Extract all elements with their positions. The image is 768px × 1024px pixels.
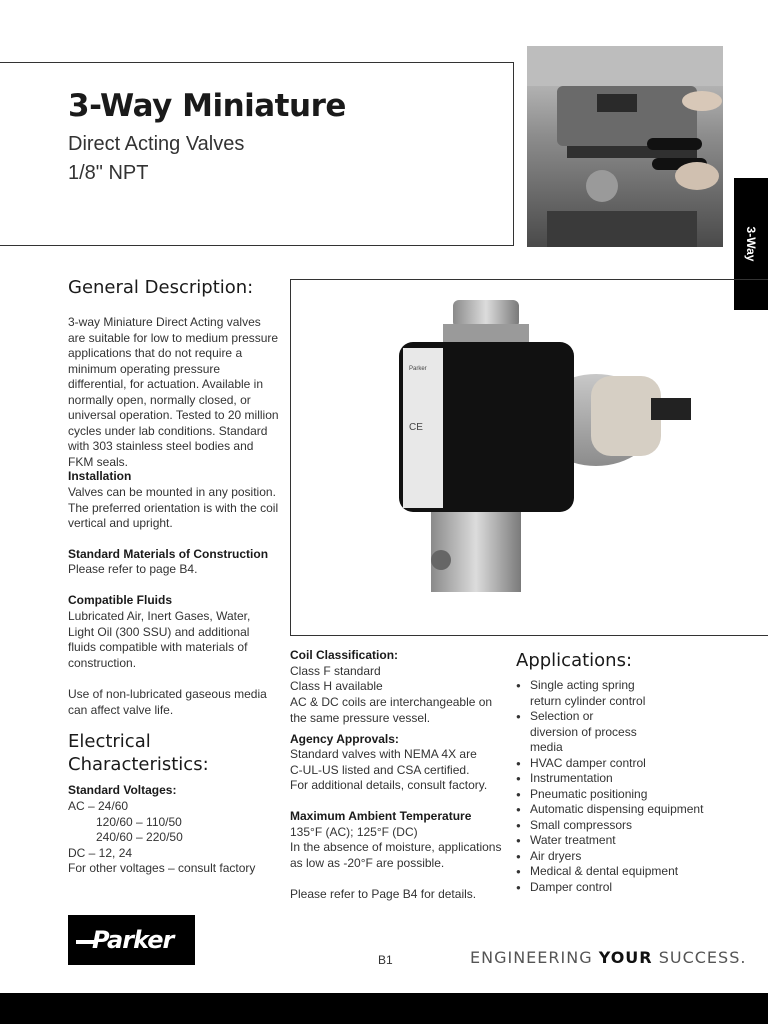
- solenoid-valve-image: [291, 280, 768, 636]
- voltage-line: AC – 24/60: [68, 799, 129, 813]
- tagline: [470, 948, 746, 967]
- ambient-temps: 135°F (AC); 125°F (DC): [290, 825, 418, 839]
- list-item: ● HVAC damper control: [516, 756, 716, 772]
- electrical-heading-line1: Electrical: [68, 731, 151, 752]
- materials-heading: Standard Materials of Construction: [68, 547, 269, 561]
- list-item: ● Pneumatic positioning: [516, 787, 716, 803]
- coil-heading: Coil Classification:: [290, 648, 399, 662]
- voltages-heading: Standard Voltages:: [68, 783, 177, 797]
- applications-list: [516, 678, 716, 895]
- svg-text:CE: CE: [409, 422, 423, 433]
- side-tab-label: 3-Way: [744, 226, 758, 262]
- list-item: ● Automatic dispensing equipment: [516, 802, 716, 818]
- electrical-heading-line2: Characteristics:: [68, 754, 209, 775]
- general-description-paragraph: 3-way Miniature Direct Acting valves are suitable for low to medium pressure applications that do not require a minimum operating pressure differential, for actuation. Available in normally open, normally closed, or universal operation. Tested to 20 million cycles under lab conditions. Standard with 303 stainless steel bodies and FKM seals.: [68, 315, 279, 469]
- espresso-machine-photo: [527, 46, 723, 247]
- list-item: ● Damper control: [516, 880, 716, 896]
- svg-text:Parker: Parker: [409, 366, 427, 372]
- media-note: Use of non-lubricated gaseous media can affect valve life.: [68, 687, 267, 717]
- list-item: ● Water treatment: [516, 833, 716, 849]
- tagline-part: SUCCESS.: [658, 948, 747, 967]
- fluids-text: Lubricated Air, Inert Gases, Water, Light Oil (300 SSU) and additional fluids compatible with materials of construction.: [68, 609, 251, 670]
- materials-text: Please refer to page B4.: [68, 562, 198, 576]
- parker-logo: [68, 915, 195, 965]
- tagline-part: ENGINEERING: [470, 948, 593, 967]
- ambient-refer: Please refer to Page B4 for details.: [290, 887, 477, 901]
- list-item: ● Air dryers: [516, 849, 716, 865]
- list-item: ● Medical & dental equipment: [516, 864, 716, 880]
- product-image-box: [290, 279, 768, 636]
- fluids-heading: Compatible Fluids: [68, 593, 173, 607]
- coil-line: Class F standard: [290, 664, 381, 678]
- applications-heading: Applications:: [516, 650, 633, 671]
- installation-heading: Installation: [68, 469, 132, 483]
- list-item: ● Single acting spring return cylinder control: [516, 678, 650, 709]
- ambient-heading: Maximum Ambient Temperature: [290, 809, 472, 823]
- page-subtitle-1: Direct Acting Valves: [68, 133, 245, 155]
- general-description-heading: General Description:: [68, 277, 254, 298]
- list-item: ● Instrumentation: [516, 771, 716, 787]
- voltage-line: For other voltages – consult factory: [68, 861, 256, 875]
- espresso-machine-illustration: [527, 46, 723, 247]
- list-item: ● Selection or diversion of process media: [516, 709, 640, 756]
- agency-text: Standard valves with NEMA 4X are C-UL-US listed and CSA certified. For additional details, consult factory.: [290, 747, 488, 792]
- voltage-line: 120/60 – 110/50: [96, 815, 182, 829]
- coil-line: Class H available: [290, 679, 383, 693]
- list-item: ● Small compressors: [516, 818, 716, 834]
- ambient-note: In the absence of moisture, applications as low as -20°F are possible.: [290, 840, 502, 870]
- footer-bar: [0, 993, 768, 1024]
- installation-text: Valves can be mounted in any position. The preferred orientation is with the coil vertical and upright.: [68, 485, 279, 530]
- agency-heading: Agency Approvals:: [290, 732, 399, 746]
- page-number: B1: [378, 953, 393, 967]
- tagline-emphasis: YOUR: [598, 948, 653, 967]
- voltage-line: 240/60 – 220/50: [96, 830, 183, 844]
- logo-text: Parker: [92, 926, 174, 954]
- page-subtitle-2: 1/8" NPT: [68, 162, 149, 184]
- voltage-line: DC – 12, 24: [68, 846, 133, 860]
- coil-line: AC & DC coils are interchangeable on the same pressure vessel.: [290, 695, 493, 725]
- page-title: 3-Way Miniature: [68, 88, 346, 124]
